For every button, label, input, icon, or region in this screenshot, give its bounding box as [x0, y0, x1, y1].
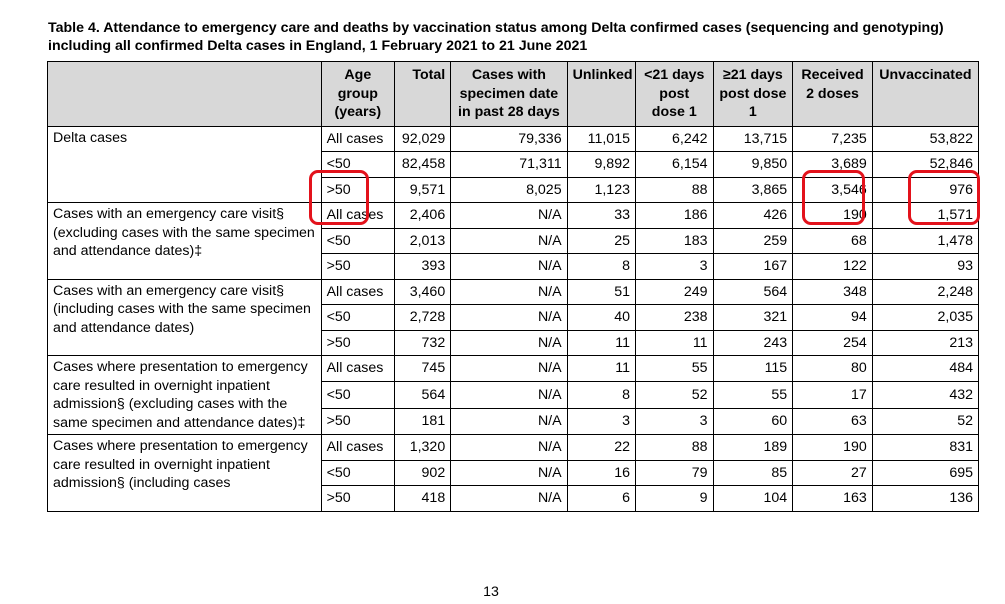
- value-cell: 22: [567, 435, 635, 461]
- value-cell: 88: [635, 177, 713, 203]
- value-cell: 25: [567, 228, 635, 254]
- value-cell: 186: [635, 203, 713, 229]
- header-cases-specimen: Cases with specimen date in past 28 days: [451, 62, 567, 127]
- header-unlinked: Unlinked: [567, 62, 635, 127]
- value-cell: 6,154: [635, 152, 713, 178]
- value-cell: 213: [872, 330, 978, 356]
- value-cell: 11: [567, 356, 635, 382]
- value-cell: N/A: [451, 435, 567, 461]
- value-cell: N/A: [451, 305, 567, 331]
- value-cell: 321: [713, 305, 793, 331]
- value-cell: N/A: [451, 486, 567, 512]
- value-cell: 40: [567, 305, 635, 331]
- value-cell: 3,460: [395, 279, 451, 305]
- value-cell: 564: [395, 382, 451, 408]
- age-group-cell: >50: [321, 330, 395, 356]
- header-age-group: Age group (years): [321, 62, 395, 127]
- value-cell: 1,123: [567, 177, 635, 203]
- value-cell: 9,571: [395, 177, 451, 203]
- value-cell: 85: [713, 460, 793, 486]
- value-cell: 2,406: [395, 203, 451, 229]
- value-cell: 3,865: [713, 177, 793, 203]
- value-cell: 484: [872, 356, 978, 382]
- value-cell: 88: [635, 435, 713, 461]
- value-cell: 432: [872, 382, 978, 408]
- value-cell: 52: [635, 382, 713, 408]
- header-received-2-doses: Received 2 doses: [793, 62, 873, 127]
- header-empty: [48, 62, 322, 127]
- value-cell: 190: [793, 435, 873, 461]
- table-row: [48, 126, 979, 152]
- value-cell: 163: [793, 486, 873, 512]
- attendance-table: [47, 61, 979, 512]
- value-cell: 13,715: [713, 126, 793, 152]
- age-group-cell: All cases: [321, 203, 395, 229]
- group-label: Delta cases: [48, 126, 322, 203]
- age-group-cell: All cases: [321, 356, 395, 382]
- value-cell: 52,846: [872, 152, 978, 178]
- value-cell: 6: [567, 486, 635, 512]
- age-group-cell: <50: [321, 460, 395, 486]
- value-cell: 115: [713, 356, 793, 382]
- header-lt21-post-dose1: <21 days post dose 1: [635, 62, 713, 127]
- value-cell: 68: [793, 228, 873, 254]
- header-unvaccinated: Unvaccinated: [872, 62, 978, 127]
- group-label: Cases with an emergency care visit§ (including cases with the same specimen and attendance dates): [48, 279, 322, 356]
- value-cell: 167: [713, 254, 793, 280]
- value-cell: 564: [713, 279, 793, 305]
- value-cell: 190: [793, 203, 873, 229]
- value-cell: 7,235: [793, 126, 873, 152]
- value-cell: 2,248: [872, 279, 978, 305]
- value-cell: 79: [635, 460, 713, 486]
- header-ge21-post-dose1: ≥21 days post dose 1: [713, 62, 793, 127]
- value-cell: 55: [635, 356, 713, 382]
- value-cell: N/A: [451, 382, 567, 408]
- value-cell: 52: [872, 408, 978, 434]
- value-cell: 16: [567, 460, 635, 486]
- value-cell: 27: [793, 460, 873, 486]
- value-cell: 238: [635, 305, 713, 331]
- group-label: Cases where presentation to emergency care resulted in overnight inpatient admission§ (including cases: [48, 435, 322, 512]
- value-cell: N/A: [451, 460, 567, 486]
- table-title: Table 4. Attendance to emergency care and deaths by vaccination status among Delta confirmed cases (sequencing and genotyping) including all confirmed Delta cases in England, 1 February 2021 to 21 June 2021: [48, 20, 944, 54]
- value-cell: 33: [567, 203, 635, 229]
- value-cell: 9,892: [567, 152, 635, 178]
- table-row: [48, 356, 979, 382]
- highlight-age-under-over-50: [309, 170, 369, 225]
- value-cell: 55: [713, 382, 793, 408]
- value-cell: 136: [872, 486, 978, 512]
- value-cell: 3: [635, 254, 713, 280]
- value-cell: 393: [395, 254, 451, 280]
- age-group-cell: >50: [321, 254, 395, 280]
- value-cell: 2,728: [395, 305, 451, 331]
- value-cell: 254: [793, 330, 873, 356]
- value-cell: 831: [872, 435, 978, 461]
- age-group-cell: >50: [321, 408, 395, 434]
- value-cell: N/A: [451, 254, 567, 280]
- value-cell: 9: [635, 486, 713, 512]
- value-cell: 122: [793, 254, 873, 280]
- age-group-cell: <50: [321, 228, 395, 254]
- value-cell: N/A: [451, 203, 567, 229]
- value-cell: 11,015: [567, 126, 635, 152]
- value-cell: 3: [635, 408, 713, 434]
- group-label: Cases where presentation to emergency care resulted in overnight inpatient admission§ (excluding cases with the same specimen and attendance dates)‡: [48, 356, 322, 435]
- age-group-cell: All cases: [321, 126, 395, 152]
- age-group-cell: <50: [321, 305, 395, 331]
- value-cell: N/A: [451, 330, 567, 356]
- value-cell: 2,013: [395, 228, 451, 254]
- value-cell: 243: [713, 330, 793, 356]
- age-group-cell: All cases: [321, 279, 395, 305]
- value-cell: 8: [567, 382, 635, 408]
- highlight-received-2-doses: [802, 170, 865, 225]
- header-row: [48, 62, 979, 127]
- value-cell: 183: [635, 228, 713, 254]
- value-cell: 259: [713, 228, 793, 254]
- table-row: [48, 435, 979, 461]
- age-group-cell: <50: [321, 152, 395, 178]
- page-number: 13: [483, 584, 499, 600]
- value-cell: 104: [713, 486, 793, 512]
- value-cell: 732: [395, 330, 451, 356]
- value-cell: 6,242: [635, 126, 713, 152]
- value-cell: 8,025: [451, 177, 567, 203]
- value-cell: 8: [567, 254, 635, 280]
- value-cell: 249: [635, 279, 713, 305]
- value-cell: 93: [872, 254, 978, 280]
- value-cell: 3: [567, 408, 635, 434]
- age-group-cell: >50: [321, 177, 395, 203]
- value-cell: N/A: [451, 228, 567, 254]
- value-cell: 94: [793, 305, 873, 331]
- value-cell: 426: [713, 203, 793, 229]
- value-cell: 82,458: [395, 152, 451, 178]
- value-cell: 3,689: [793, 152, 873, 178]
- value-cell: 695: [872, 460, 978, 486]
- value-cell: 79,336: [451, 126, 567, 152]
- value-cell: 11: [567, 330, 635, 356]
- group-label: Cases with an emergency care visit§ (excluding cases with the same specimen and attendance dates)‡: [48, 203, 322, 280]
- value-cell: 53,822: [872, 126, 978, 152]
- value-cell: 1,571: [872, 203, 978, 229]
- age-group-cell: >50: [321, 486, 395, 512]
- value-cell: 63: [793, 408, 873, 434]
- value-cell: 3,546: [793, 177, 873, 203]
- value-cell: 902: [395, 460, 451, 486]
- table-row: [48, 279, 979, 305]
- highlight-unvaccinated: [908, 170, 980, 225]
- value-cell: 11: [635, 330, 713, 356]
- value-cell: 1,478: [872, 228, 978, 254]
- value-cell: 745: [395, 356, 451, 382]
- header-total: Total: [395, 62, 451, 127]
- value-cell: 2,035: [872, 305, 978, 331]
- age-group-cell: <50: [321, 382, 395, 408]
- value-cell: 71,311: [451, 152, 567, 178]
- value-cell: 17: [793, 382, 873, 408]
- value-cell: 1,320: [395, 435, 451, 461]
- value-cell: 348: [793, 279, 873, 305]
- value-cell: 976: [872, 177, 978, 203]
- value-cell: 418: [395, 486, 451, 512]
- value-cell: 51: [567, 279, 635, 305]
- value-cell: N/A: [451, 279, 567, 305]
- value-cell: 189: [713, 435, 793, 461]
- value-cell: 60: [713, 408, 793, 434]
- age-group-cell: All cases: [321, 435, 395, 461]
- value-cell: 181: [395, 408, 451, 434]
- value-cell: 92,029: [395, 126, 451, 152]
- value-cell: 9,850: [713, 152, 793, 178]
- value-cell: N/A: [451, 408, 567, 434]
- value-cell: 80: [793, 356, 873, 382]
- value-cell: N/A: [451, 356, 567, 382]
